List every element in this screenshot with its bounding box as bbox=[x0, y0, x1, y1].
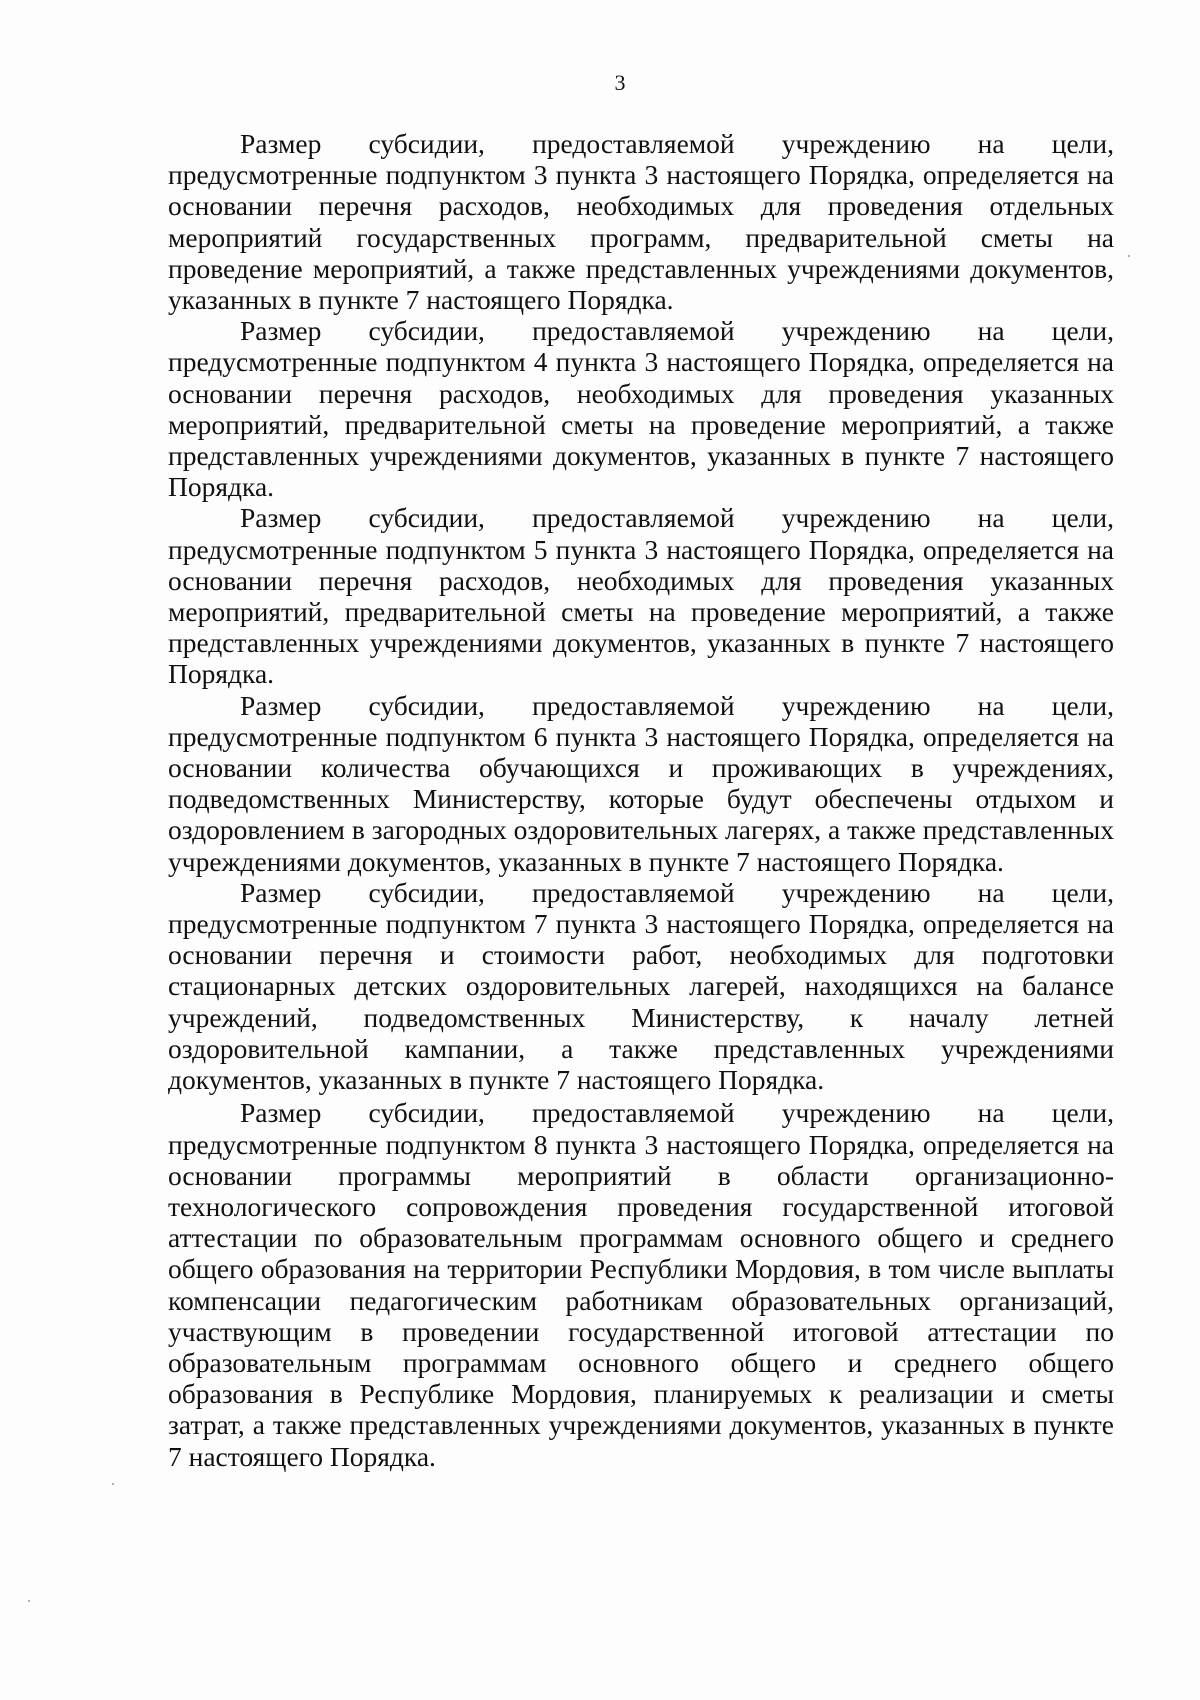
paragraph-subparagraph-3: Размер субсидии, предоставляемой учреждению на цели, предусмотренные подпунктом 3 пункта 3 настоящего Порядка, определяется на основании перечня расходов, необходимых для проведения отдельных мероприятий государственных программ, предварительной сметы на проведение мероприятий, а также представленных учреждениями документов, указанных в пункте 7 настоящего Порядка. bbox=[168, 128, 1114, 316]
scan-speck bbox=[28, 1600, 30, 1602]
page-number: 3 bbox=[614, 70, 626, 95]
document-body bbox=[168, 128, 1114, 1472]
paragraph-subparagraph-8: Размер субсидии, предоставляемой учреждению на цели, предусмотренные подпунктом 8 пункта 3 настоящего Порядка, определяется на основании программы мероприятий в области организационно-технологического сопровождения проведения государственной итоговой аттестации по образовательным программам основного общего и среднего общего образования на территории Республики Мордовия, в том числе выплаты компенсации педагогическим работникам образовательных организаций, участвующим в проведении государственной итоговой аттестации по образовательным программам основного общего и среднего общего образования в Республике Мордовия, планируемых к реализации и сметы затрат, а также представленных учреждениями документов, указанных в пункте 7 настоящего Порядка. bbox=[168, 1097, 1114, 1472]
paragraph-subparagraph-4: Размер субсидии, предоставляемой учреждению на цели, предусмотренные подпунктом 4 пункта 3 настоящего Порядка, определяется на основании перечня расходов, необходимых для проведения указанных мероприятий, предварительной сметы на проведение мероприятий, а также представленных учреждениями документов, указанных в пункте 7 настоящего Порядка. bbox=[168, 315, 1114, 503]
paragraph-subparagraph-5: Размер субсидии, предоставляемой учреждению на цели, предусмотренные подпунктом 5 пункта 3 настоящего Порядка, определяется на основании перечня расходов, необходимых для проведения указанных мероприятий, предварительной сметы на проведение мероприятий, а также представленных учреждениями документов, указанных в пункте 7 настоящего Порядка. bbox=[168, 502, 1114, 690]
paragraph-subparagraph-6: Размер субсидии, предоставляемой учреждению на цели, предусмотренные подпунктом 6 пункта 3 настоящего Порядка, определяется на основании количества обучающихся и проживающих в учреждениях, подведомственных Министерству, которые будут обеспечены отдыхом и оздоровлением в загородных оздоровительных лагерях, а также представленных учреждениями документов, указанных в пункте 7 настоящего Порядка. bbox=[168, 689, 1114, 877]
scan-speck bbox=[112, 1483, 114, 1485]
paragraph-subparagraph-7: Размер субсидии, предоставляемой учреждению на цели, предусмотренные подпунктом 7 пункта 3 настоящего Порядка, определяется на основании перечня и стоимости работ, необходимых для подготовки стационарных детских оздоровительных лагерей, находящихся на балансе учреждений, подведомственных Министерству, к началу летней оздоровительной кампании, а также представленных учреждениями документов, указанных в пункте 7 настоящего Порядка. bbox=[168, 876, 1114, 1096]
scan-speck bbox=[1128, 255, 1130, 257]
